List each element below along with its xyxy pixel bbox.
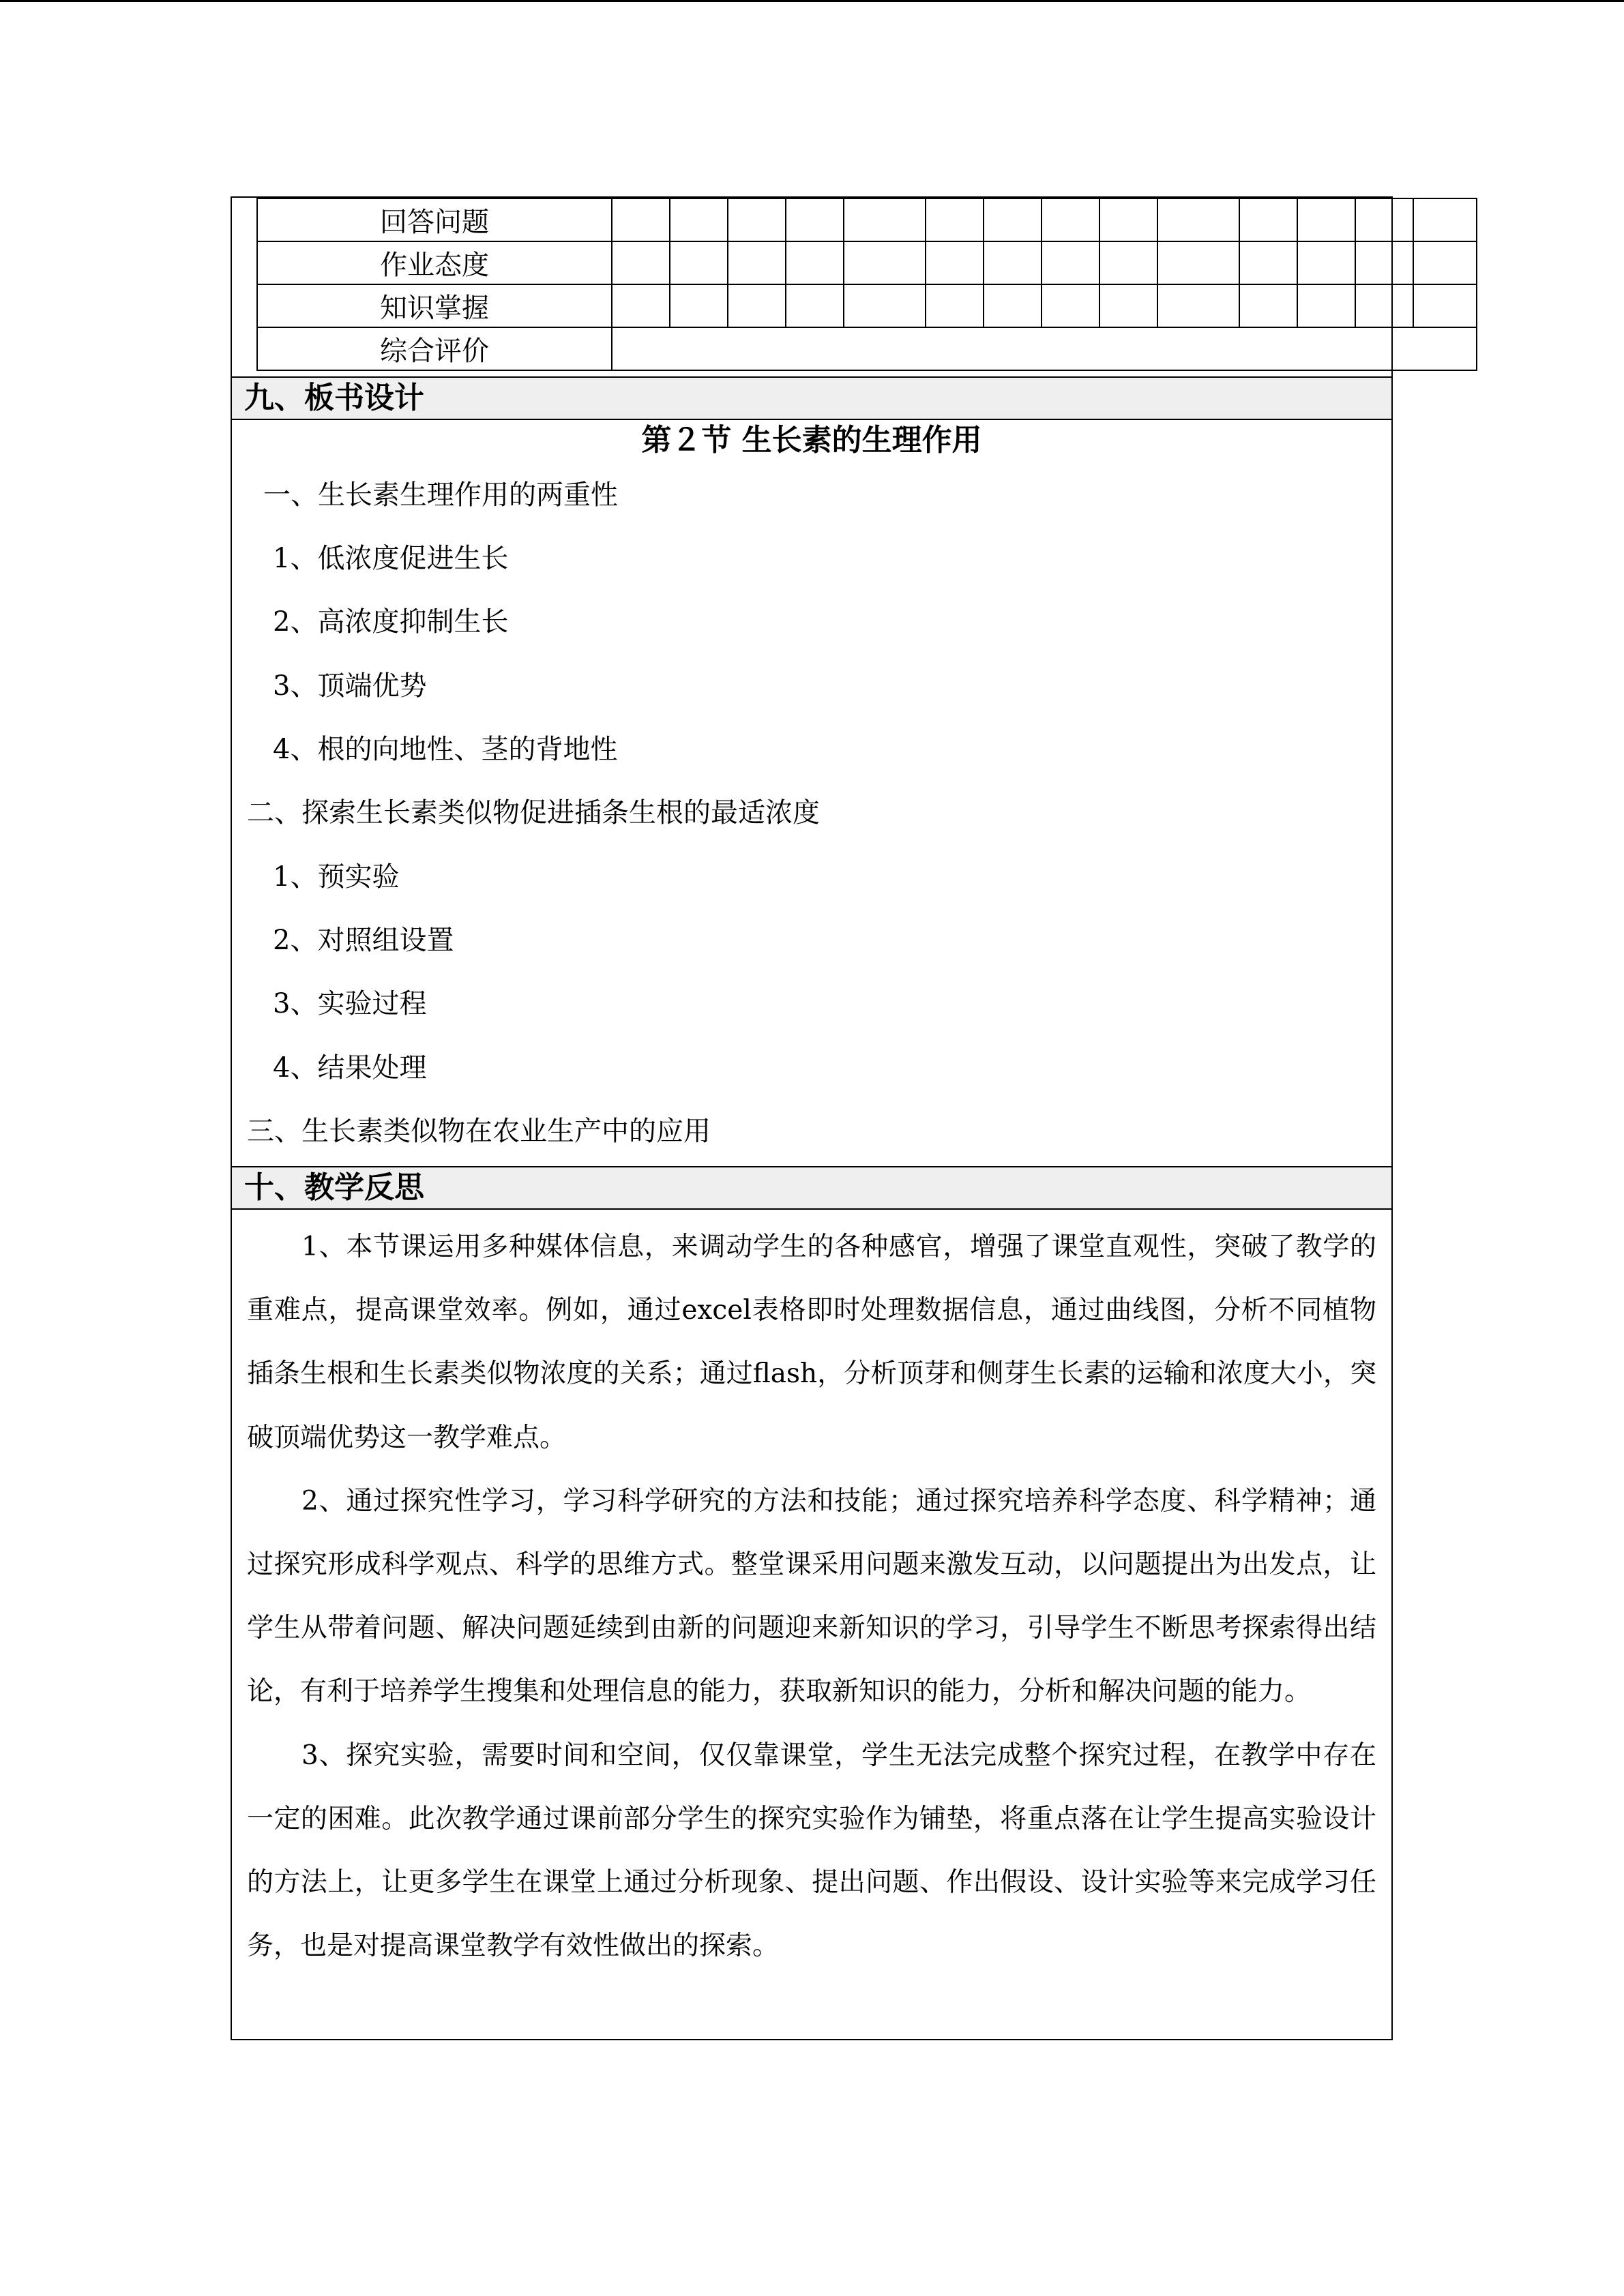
- score-cell: [670, 284, 728, 327]
- score-cell: [1042, 241, 1099, 284]
- reflection-paragraph: 3、探究实验，需要时间和空间，仅仅靠课堂，学生无法完成整个探究过程，在教学中存在一定的困难。此次教学通过课前部分学生的探究实验作为铺垫，将重点落在让学生提高实验设计的方法上，让更多学生在课堂上通过分析现象、提出问题、作出假设、设计实验等来完成学习任务，也是对提高课堂教学有效性做出的探索。: [247, 1740, 1376, 1962]
- score-cell: [1099, 198, 1157, 241]
- score-cell: [1239, 241, 1297, 284]
- board-line: 二、探索生长素类似物促进插条生根的最适浓度: [247, 797, 820, 829]
- board-line: 3、实验过程: [273, 988, 427, 1019]
- table-row: [257, 241, 1477, 284]
- board-line: 1、预实验: [273, 861, 400, 893]
- score-cell: [1042, 198, 1099, 241]
- score-cell: [1099, 241, 1157, 284]
- score-cell: [1297, 284, 1355, 327]
- score-cell: [1157, 241, 1239, 284]
- score-cell: [612, 241, 670, 284]
- board-line: 1、低浓度促进生长: [273, 543, 509, 574]
- score-cell: [1413, 198, 1477, 241]
- row-label: 作业态度: [257, 241, 612, 284]
- score-cell: [612, 198, 670, 241]
- score-cell: [1413, 284, 1477, 327]
- reflection-paragraph: 2、通过探究性学习，学习科学研究的方法和技能；通过探究培养科学态度、科学精神；通过探究形成科学观点、科学的思维方式。整堂课采用问题来激发互动，以问题提出为出发点，让学生从带着问题、解决问题延续到由新的问题迎来新知识的学习，引导学生不断思考探索得出结论，有利于培养学生搜集和处理信息的能力，获取新知识的能力，分析和解决问题的能力。: [247, 1485, 1376, 1708]
- page-top-border: [0, 0, 1624, 2]
- evaluation-table: [256, 198, 1477, 371]
- score-cell: [786, 198, 844, 241]
- board-line: 3、顶端优势: [273, 670, 427, 702]
- score-cell: [984, 198, 1042, 241]
- score-cell: [1099, 284, 1157, 327]
- lesson-plan-table: [231, 196, 1393, 2040]
- score-cell: [984, 284, 1042, 327]
- score-cell: [728, 198, 786, 241]
- table-row: [257, 327, 1477, 370]
- board-line: 4、根的向地性、茎的背地性: [273, 734, 618, 765]
- score-cell: [844, 241, 926, 284]
- board-line: 2、对照组设置: [273, 925, 454, 956]
- row-label: 回答问题: [257, 198, 612, 241]
- score-cell: [926, 198, 984, 241]
- score-cell: [1355, 241, 1413, 284]
- score-cell: [1042, 284, 1099, 327]
- section-heading-reflection: 十、教学反思: [232, 1166, 1391, 1210]
- row-label: 综合评价: [257, 327, 612, 370]
- score-cell: [1413, 241, 1477, 284]
- score-cell: [670, 241, 728, 284]
- board-line: 4、结果处理: [273, 1052, 427, 1084]
- board-line: 三、生长素类似物在农业生产中的应用: [247, 1116, 711, 1147]
- score-cell: [1297, 241, 1355, 284]
- score-cell: [844, 198, 926, 241]
- row-label: 知识掌握: [257, 284, 612, 327]
- table-row: [257, 284, 1477, 327]
- board-title: 第２节 生长素的生理作用: [641, 423, 982, 458]
- reflection-text: [247, 1215, 1376, 1978]
- table-row: [257, 198, 1477, 241]
- score-cell: [984, 241, 1042, 284]
- score-cell: [786, 284, 844, 327]
- score-cell: [1239, 198, 1297, 241]
- reflection-paragraph: 1、本节课运用多种媒体信息，来调动学生的各种感官，增强了课堂直观性，突破了教学的重难点，提高课堂效率。例如，通过excel表格即时处理数据信息，通过曲线图，分析不同植物插条生根和生长素类似物浓度的关系；通过flash，分析顶芽和侧芽生长素的运输和浓度大小，突破顶端优势这一教学难点。: [247, 1232, 1376, 1453]
- score-cell: [786, 241, 844, 284]
- score-cell: [728, 241, 786, 284]
- score-cell: [728, 284, 786, 327]
- section-heading-board-design: 九、板书设计: [232, 376, 1391, 420]
- score-cell: [612, 284, 670, 327]
- board-line: 2、高浓度抑制生长: [273, 606, 509, 638]
- score-cell: [1297, 198, 1355, 241]
- board-line: 一、生长素生理作用的两重性: [263, 479, 618, 511]
- score-cell: [1157, 284, 1239, 327]
- score-cell: [1157, 198, 1239, 241]
- overall-evaluation-cell: [612, 327, 1477, 370]
- score-cell: [926, 241, 984, 284]
- score-cell: [926, 284, 984, 327]
- score-cell: [1355, 198, 1413, 241]
- score-cell: [1239, 284, 1297, 327]
- score-cell: [670, 198, 728, 241]
- score-cell: [1355, 284, 1413, 327]
- score-cell: [844, 284, 926, 327]
